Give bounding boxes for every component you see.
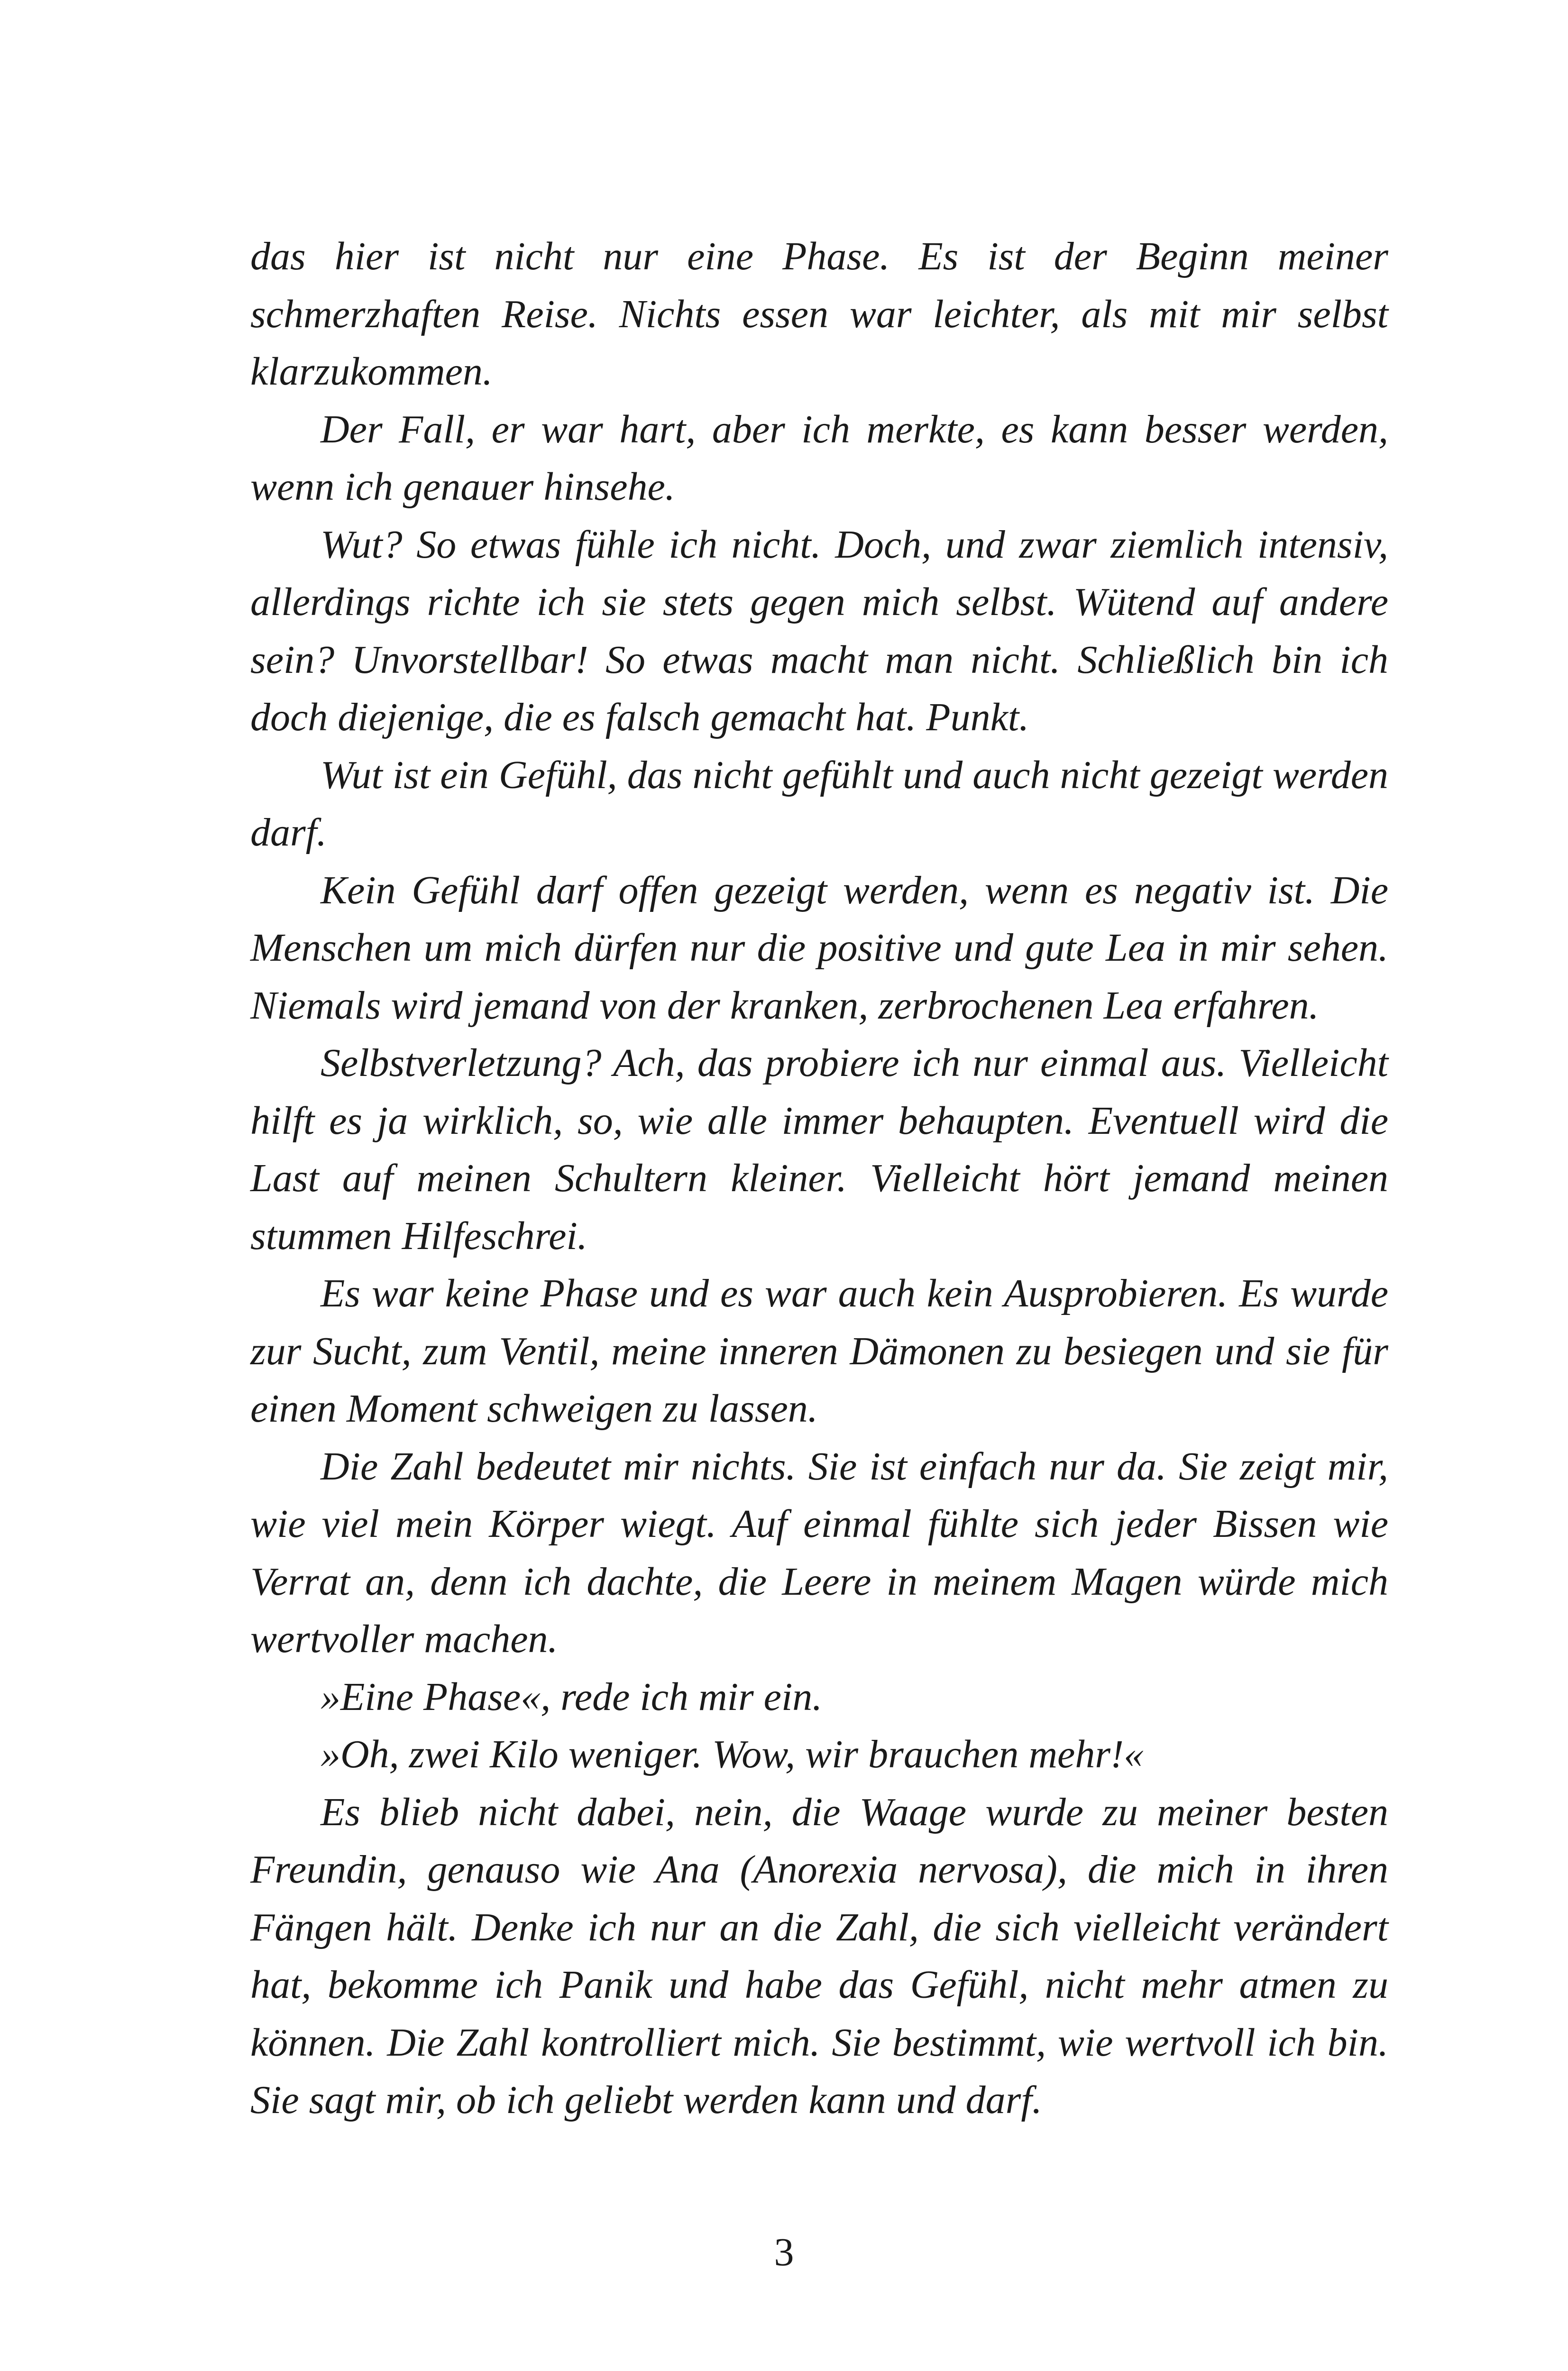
paragraph: Der Fall, er war hart, aber ich merkte, es kann besser werden, wenn ich genauer hinsehe. (250, 407, 1388, 509)
paragraph: Es war keine Phase und es war auch kein Ausprobieren. Es wurde zur Sucht, zum Ventil, meine inneren Dämonen zu besiegen und sie für einen Moment schweigen zu lassen. (250, 1271, 1388, 1431)
paragraph: Es blieb nicht dabei, nein, die Waage wurde zu meiner besten Freundin, genauso wie Ana (Anorexia nervosa), die mich in ihren Fängen hält. Denke ich nur an die Zahl, die sich vielleicht verändert hat, bekomme ich Panik und habe das Gefühl, nicht mehr atmen zu können. Die Zahl kontrolliert mich. Sie bestimmt, wie wertvoll ich bin. Sie sagt mir, ob ich geliebt werden kann und darf. (250, 1790, 1388, 2122)
paragraph: »Eine Phase«, rede ich mir ein. (321, 1674, 823, 1719)
paragraph: Wut ist ein Gefühl, das nicht gefühlt und auch nicht gezeigt werden darf. (250, 753, 1388, 855)
paragraph: Selbstverletzung? Ach, das probiere ich nur einmal aus. Vielleicht hilft es ja wirklich, so, wie alle immer behaupten. Eventuell wird die Last auf meinen Schultern kleiner. Vielleicht hört jemand meinen stummen Hilfeschrei. (250, 1041, 1388, 1258)
paragraph: Wut? So etwas fühle ich nicht. Doch, und zwar ziemlich intensiv, allerdings richte ich sie stets gegen mich selbst. Wütend auf andere sein? Unvorstellbar! So etwas macht man nicht. Schließlich bin ich doch diejenige, die es falsch gemacht hat. Punkt. (250, 522, 1388, 739)
paragraph: Die Zahl bedeutet mir nichts. Sie ist einfach nur da. Sie zeigt mir, wie viel mein Körper wiegt. Auf einmal fühlte sich jeder Bissen wie Verrat an, denn ich dachte, die Leere in meinem Magen würde mich wertvoller machen. (250, 1444, 1388, 1661)
paragraph: das hier ist nicht nur eine Phase. Es ist der Beginn meiner schmerzhaften Reise. Nichts essen war leichter, als mit mir selbst klarzukommen. (250, 234, 1388, 394)
page-number: 3 (774, 2230, 794, 2274)
paragraph: »Oh, zwei Kilo weniger. Wow, wir brauchen mehr!« (321, 1732, 1144, 1776)
paragraph: Kein Gefühl darf offen gezeigt werden, wenn es negativ ist. Die Menschen um mich dürfen nur die positive und gute Lea in mir sehen. Niemals wird jemand von der kranken, zerbrochenen Lea erfahren. (250, 868, 1388, 1028)
body-text (250, 228, 1388, 2129)
